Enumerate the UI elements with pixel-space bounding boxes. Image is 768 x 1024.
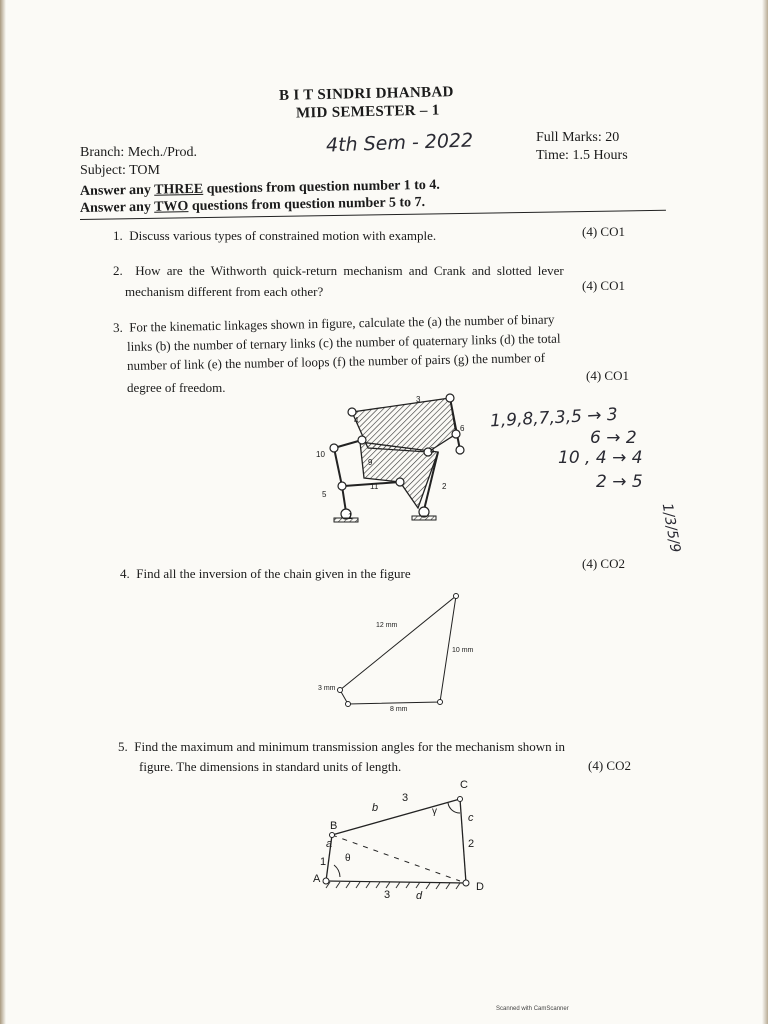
fig5-label: γ xyxy=(432,806,437,817)
question-3-line-4: degree of freedom. xyxy=(127,380,226,395)
fig3-label: 3 xyxy=(416,395,421,404)
theta-arc xyxy=(334,865,340,877)
fig5-label: c xyxy=(468,812,474,824)
fig4-label: 12 mm xyxy=(376,622,398,629)
fig3-label: 2 xyxy=(442,482,447,491)
fig3-label: 8 xyxy=(430,446,435,455)
ground-left xyxy=(334,518,358,522)
chain-joints xyxy=(338,594,459,707)
handwritten-semester: 4th Sem - 2022 xyxy=(325,129,474,157)
question-2-line-2: mechanism different from each other? xyxy=(125,284,324,299)
fig3-label: 9 xyxy=(368,458,373,467)
question-3-line-1: 3. For the kinematic linkages shown in figure, calculate the (a) the number of binary xyxy=(112,311,555,335)
fig3-label: 5 xyxy=(322,490,327,499)
question-5-line-1: 5. Find the maximum and minimum transmission angles for the mechanism shown in xyxy=(118,739,566,754)
exam-time: Time: 1.5 Hours xyxy=(536,148,628,163)
question-3-marks: (4) CO1 xyxy=(586,368,629,383)
diagonal-bd xyxy=(332,835,460,881)
instruction-line-2: Answer any TWO questions from question number 5 to 7. xyxy=(79,194,426,216)
fig5-label: θ xyxy=(345,853,351,864)
question-4 xyxy=(120,566,411,582)
question-5-line-2: figure. The dimensions in standard units of length. xyxy=(139,759,402,774)
subject-line: Subject: TOM xyxy=(80,163,160,178)
instruction-line-1: Answer any THREE questions from question number 1 to 4. xyxy=(79,177,441,199)
question-4-marks: (4) CO2 xyxy=(582,556,625,571)
fig5-label: a xyxy=(326,838,333,850)
fig5-label: b xyxy=(372,802,379,814)
question-number: 4. xyxy=(120,566,130,581)
fig4-label: 8 mm xyxy=(390,706,408,713)
left-page-edge xyxy=(0,0,6,1024)
full-marks: Full Marks: 20 xyxy=(536,130,620,145)
linkage-figure xyxy=(300,390,480,530)
question-5-marks: (4) CO2 xyxy=(588,758,631,773)
fig3-label: 1 xyxy=(348,512,353,521)
question-number: 1. xyxy=(113,228,123,243)
fig5-label: 2 xyxy=(468,838,475,850)
institute-name: B I T SINDRI DHANBAD xyxy=(278,84,454,104)
question-3-line-2: links (b) the number of ternary links (c) the number of quaternary links (d) the total xyxy=(126,330,561,354)
ground-link-ad xyxy=(326,881,466,883)
question-number: 2. xyxy=(113,263,123,278)
gamma-arc xyxy=(448,803,460,813)
fig5-label: 3 xyxy=(384,889,391,901)
handnote-line-3: 10 , 4 → 4 xyxy=(558,448,643,468)
link-5 xyxy=(334,448,342,486)
mechanism-figure xyxy=(310,785,490,895)
question-3-line-3: number of link (e) the number of loops (f) the number of pairs (g) the number of xyxy=(126,349,546,373)
fig5-label: 1 xyxy=(320,856,327,868)
handnote-line-1: 1,9,8,7,3,5 → 3 xyxy=(489,404,619,432)
fig5-label: D xyxy=(476,881,484,893)
exam-title: MID SEMESTER – 1 xyxy=(295,102,440,122)
scanner-watermark: Scanned with CamScanner xyxy=(496,1006,569,1012)
question-2-line-1: 2. How are the Withworth quick-return mechanism and Crank and slotted lever xyxy=(113,263,564,278)
question-1 xyxy=(113,228,436,244)
question-number: 3. xyxy=(112,319,123,335)
question-text: Find all the inversion of the chain given in the figure xyxy=(136,566,411,581)
fig4-label: 3 mm xyxy=(318,685,336,692)
branch-line: Branch: Mech./Prod. xyxy=(80,145,198,160)
ground-hatching xyxy=(326,882,460,889)
question-number: 5. xyxy=(118,739,128,754)
right-page-edge xyxy=(762,0,768,1024)
handnote-line-2: 6 → 2 xyxy=(590,428,637,448)
fig5-label: C xyxy=(460,779,468,791)
fig5-label: 3 xyxy=(402,792,409,804)
chain-outline xyxy=(340,596,456,704)
handnote-line-4: 2 → 5 xyxy=(596,472,643,492)
fig4-label: 10 mm xyxy=(452,647,474,654)
fig3-label: 6 xyxy=(460,424,465,433)
handnote-side: 1/3/5/9 xyxy=(658,502,684,554)
fig5-label: A xyxy=(313,873,321,885)
fig3-label: 10 xyxy=(316,450,325,459)
coupler-bc xyxy=(332,799,460,835)
fig5-label: B xyxy=(330,820,338,832)
fig5-label: d xyxy=(416,890,423,902)
fig3-label: 4 xyxy=(354,416,359,425)
question-2-marks: (4) CO1 xyxy=(582,278,625,293)
ground-right xyxy=(412,516,436,520)
four-bar-chain-figure xyxy=(330,590,470,710)
fig3-label: 11 xyxy=(370,482,379,491)
question-text: Discuss various types of constrained motion with example. xyxy=(129,228,437,243)
question-1-marks: (4) CO1 xyxy=(582,224,625,239)
rocker-cd xyxy=(460,799,466,883)
mechanism-joints xyxy=(323,797,469,887)
